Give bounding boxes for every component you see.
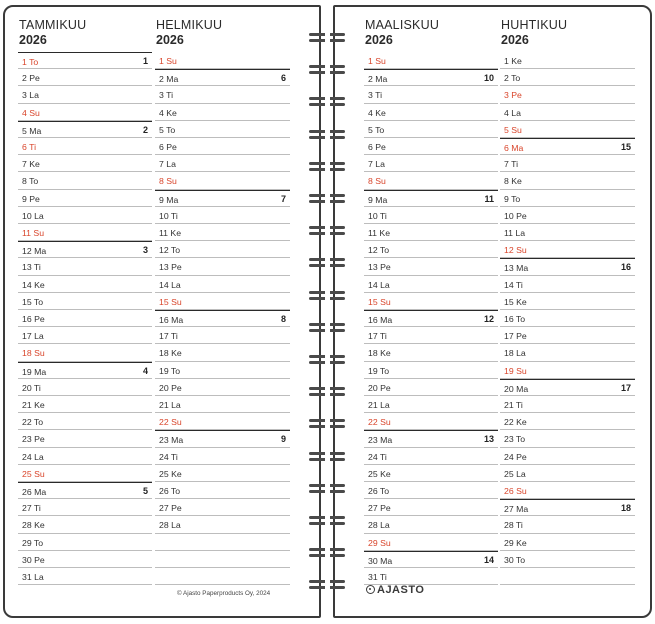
day-row (18, 413, 152, 430)
day-label: 4 Su (22, 107, 40, 118)
day-label: 19 Ma (22, 366, 47, 377)
day-label: 13 Pe (368, 262, 391, 273)
month-year: 2026 (156, 33, 184, 47)
week-number: 18 (620, 503, 631, 514)
day-label: 23 Ma (159, 435, 184, 446)
day-row (500, 258, 635, 275)
month-name: HELMIKUU (156, 18, 223, 32)
day-label: 16 Ma (159, 315, 184, 325)
day-label: 10 Pe (504, 210, 527, 221)
day-row (364, 327, 498, 344)
day-row (155, 310, 290, 327)
day-row (500, 499, 635, 516)
day-label: 6 Ma (504, 143, 524, 153)
day-label: 19 To (159, 365, 181, 376)
day-label: 28 La (368, 520, 390, 531)
day-row (155, 224, 290, 241)
day-label: 23 Pe (22, 434, 45, 445)
day-row (18, 258, 152, 275)
day-label: 21 La (368, 400, 390, 410)
day-label: 31 Ti (368, 572, 387, 582)
day-row (500, 52, 635, 69)
day-label: 5 To (368, 124, 385, 135)
day-row (18, 69, 152, 86)
binding-ring (309, 514, 345, 528)
week-number: 10 (483, 73, 494, 84)
day-row (364, 258, 498, 275)
day-row (155, 568, 290, 585)
day-row (155, 258, 290, 275)
day-row (364, 516, 498, 533)
day-label: 22 Su (159, 417, 182, 428)
day-row (364, 293, 498, 310)
day-label: 15 To (22, 296, 44, 307)
day-label: 21 Ti (504, 400, 523, 410)
day-label: 14 Ti (504, 279, 523, 290)
day-row (364, 276, 498, 293)
day-label: 28 Ti (504, 520, 523, 531)
day-row (364, 482, 498, 499)
day-row (500, 516, 635, 533)
binding-ring (309, 160, 345, 174)
day-label: 6 Ti (22, 142, 37, 152)
day-row (364, 551, 498, 568)
day-label: 7 La (368, 159, 385, 170)
day-label: 24 Ti (159, 451, 178, 462)
day-label: 30 Pe (22, 554, 45, 565)
month-name: TAMMIKUU (19, 18, 87, 32)
day-label: 19 Su (504, 365, 527, 376)
day-row (155, 516, 290, 533)
day-row (18, 534, 152, 551)
day-row (500, 172, 635, 189)
month-name: HUHTIKUU (501, 18, 568, 32)
day-label: 15 Su (368, 296, 391, 307)
day-label: 19 To (368, 365, 390, 376)
day-row (18, 190, 152, 207)
week-number: 1 (142, 56, 148, 66)
brand-mark-icon (366, 585, 375, 594)
binding-ring (309, 95, 345, 109)
day-row (364, 430, 498, 447)
week-number: 3 (142, 245, 148, 256)
day-label: 20 Ti (22, 382, 41, 393)
binding-ring (309, 385, 345, 399)
day-label: 13 Ma (504, 263, 529, 274)
day-row (155, 534, 290, 551)
day-label: 27 Pe (368, 503, 391, 514)
day-label: 20 Pe (159, 382, 182, 393)
day-label: 10 Ti (368, 210, 387, 221)
day-label: 13 Ti (22, 262, 41, 273)
day-label: 30 Ma (368, 555, 393, 566)
day-label: 30 To (504, 554, 526, 565)
day-label: 16 To (504, 314, 526, 324)
day-label: 20 Pe (368, 382, 391, 393)
week-number: 4 (142, 365, 148, 376)
day-row (155, 396, 290, 413)
day-row (500, 104, 635, 121)
day-label: 18 Ke (159, 348, 182, 359)
day-row (500, 86, 635, 103)
day-row (18, 362, 152, 379)
day-label: 25 Ke (159, 468, 182, 479)
day-row (500, 362, 635, 379)
day-row (18, 499, 152, 516)
week-number: 5 (142, 486, 148, 496)
day-row (155, 499, 290, 516)
day-label: 27 Ma (504, 504, 529, 515)
day-row (364, 241, 498, 258)
day-row (500, 121, 635, 138)
copyright-text: © Ajasto Paperproducts Oy, 2024 (177, 590, 271, 597)
day-label: 14 La (368, 279, 390, 290)
day-label: 3 Ti (368, 90, 383, 101)
day-label: 1 To (22, 57, 39, 67)
day-row (500, 344, 635, 361)
day-label: 6 Pe (368, 142, 386, 152)
day-row (500, 413, 635, 430)
brand-logo (366, 584, 424, 596)
day-row (364, 172, 498, 189)
day-label: 9 Ma (159, 194, 179, 205)
day-row (500, 241, 635, 258)
day-row (155, 138, 290, 155)
week-number: 14 (483, 554, 494, 565)
day-row (155, 551, 290, 568)
day-label: 1 Su (368, 56, 386, 66)
week-number: 17 (620, 382, 631, 393)
day-row (18, 86, 152, 103)
day-label: 4 Ke (368, 107, 386, 118)
day-row (18, 155, 152, 172)
binding-ring (309, 450, 345, 464)
day-row (364, 534, 498, 551)
day-row (364, 224, 498, 241)
day-row (500, 293, 635, 310)
day-label: 26 To (368, 486, 390, 496)
day-row (18, 52, 152, 69)
day-row (500, 482, 635, 499)
day-label: 24 La (22, 451, 44, 462)
day-label: 5 To (159, 124, 176, 135)
day-label: 5 Ma (22, 125, 42, 136)
day-label: 8 Ke (504, 176, 522, 187)
day-label: 8 To (22, 176, 39, 187)
binding-ring (309, 482, 345, 496)
day-row (18, 172, 152, 189)
day-row (155, 327, 290, 344)
day-label: 11 Su (22, 228, 45, 238)
day-label: 28 La (159, 520, 181, 531)
day-row (500, 155, 635, 172)
binding-ring (309, 321, 345, 335)
month-year: 2026 (19, 33, 47, 47)
day-row (18, 138, 152, 155)
day-label: 14 Ke (22, 279, 45, 290)
day-row (155, 104, 290, 121)
day-row (155, 293, 290, 310)
day-label: 15 Su (159, 296, 182, 307)
day-label: 7 Ke (22, 159, 40, 170)
day-row (500, 534, 635, 551)
day-label: 4 La (504, 107, 521, 118)
day-label: 1 Su (159, 56, 177, 66)
day-row (155, 430, 290, 447)
day-row (18, 448, 152, 465)
day-label: 13 Pe (159, 262, 182, 273)
day-label: 10 Ti (159, 210, 178, 221)
day-row (364, 396, 498, 413)
binding-ring (309, 353, 345, 367)
day-row (364, 69, 498, 86)
day-label: 24 Ti (368, 451, 387, 462)
day-label: 27 Pe (159, 503, 182, 514)
week-number: 2 (142, 124, 148, 135)
day-label: 16 Ma (368, 315, 393, 325)
brand-name: AJASTO (377, 584, 425, 596)
day-label: 2 Ma (159, 74, 179, 85)
binding-ring (309, 192, 345, 206)
binding-ring (309, 417, 345, 431)
day-label: 2 To (504, 73, 521, 84)
week-number: 11 (484, 193, 494, 204)
day-row (18, 568, 152, 585)
binding-ring (309, 31, 345, 45)
day-label: 17 Ti (368, 331, 387, 342)
day-row (364, 379, 498, 396)
day-label: 7 Ti (504, 159, 519, 170)
day-label: 5 Su (504, 124, 522, 135)
day-label: 21 La (159, 400, 181, 410)
day-label: 12 Su (504, 245, 527, 256)
day-label: 29 Su (368, 537, 391, 548)
day-row (155, 344, 290, 361)
binding-ring (309, 289, 345, 303)
day-row (364, 52, 498, 69)
week-number: 8 (280, 314, 286, 324)
day-label: 7 La (159, 159, 176, 170)
day-row (364, 362, 498, 379)
day-row (364, 155, 498, 172)
binding-ring (309, 578, 345, 592)
day-label: 17 La (22, 331, 44, 342)
day-label: 25 Ke (368, 468, 391, 479)
day-label: 25 La (504, 468, 526, 479)
day-label: 27 Ti (22, 503, 41, 514)
day-row (364, 465, 498, 482)
day-row (500, 396, 635, 413)
day-row (18, 293, 152, 310)
day-label: 3 Ti (159, 90, 174, 101)
day-label: 26 To (159, 486, 181, 496)
day-label: 18 Su (22, 348, 45, 359)
day-row (155, 207, 290, 224)
day-row (155, 448, 290, 465)
day-label: 9 To (504, 193, 521, 204)
week-number: 13 (483, 434, 494, 445)
week-number: 6 (280, 73, 286, 84)
day-row (155, 190, 290, 207)
day-row (500, 379, 635, 396)
day-row (18, 276, 152, 293)
day-label: 31 La (22, 572, 44, 582)
day-row (155, 86, 290, 103)
day-label: 22 Su (368, 417, 391, 428)
day-row (155, 379, 290, 396)
day-label: 6 Pe (159, 142, 177, 152)
day-row (364, 138, 498, 155)
day-row (18, 241, 152, 258)
day-label: 2 Ma (368, 74, 388, 85)
day-row (500, 69, 635, 86)
day-row (364, 448, 498, 465)
week-number: 12 (483, 314, 494, 324)
day-row (500, 430, 635, 447)
day-row (18, 465, 152, 482)
day-row (18, 310, 152, 327)
day-label: 12 Ma (22, 246, 47, 257)
day-label: 24 Pe (504, 451, 527, 462)
day-row (500, 138, 635, 155)
day-row (155, 52, 290, 69)
day-label: 26 Ma (22, 487, 47, 497)
day-row (364, 86, 498, 103)
binding-ring (309, 546, 345, 560)
day-row (500, 190, 635, 207)
day-row (155, 482, 290, 499)
day-label: 20 Ma (504, 383, 529, 394)
binding-ring (309, 63, 345, 77)
day-row (364, 568, 498, 585)
day-row (155, 241, 290, 258)
month-year: 2026 (365, 33, 393, 47)
day-label: 2 Pe (22, 73, 40, 84)
day-label: 21 Ke (22, 400, 45, 410)
day-row (500, 551, 635, 568)
day-row (18, 207, 152, 224)
day-row (500, 448, 635, 465)
day-label: 11 Ke (159, 228, 182, 238)
day-label: 12 To (368, 245, 390, 256)
day-label: 9 Ma (368, 194, 388, 205)
day-label: 16 Pe (22, 314, 45, 324)
day-row (364, 121, 498, 138)
day-row (155, 276, 290, 293)
day-label: 11 Ke (368, 228, 391, 238)
week-number: 7 (280, 193, 286, 204)
day-label: 17 Ti (159, 331, 178, 342)
day-row (18, 327, 152, 344)
day-row (500, 310, 635, 327)
day-row (500, 465, 635, 482)
day-label: 8 Su (159, 176, 177, 187)
day-row (500, 568, 635, 585)
day-row (364, 190, 498, 207)
day-label: 29 Ke (504, 537, 527, 548)
day-label: 29 To (22, 537, 44, 548)
binding-ring (309, 256, 345, 270)
day-row (500, 327, 635, 344)
day-row (18, 551, 152, 568)
day-row (364, 413, 498, 430)
day-label: 26 Su (504, 486, 527, 496)
day-row (18, 104, 152, 121)
day-label: 23 To (504, 434, 526, 445)
day-label: 11 La (504, 228, 526, 238)
week-number: 15 (620, 142, 631, 152)
day-row (18, 121, 152, 138)
day-label: 9 Pe (22, 193, 40, 204)
day-row (18, 379, 152, 396)
day-row (18, 482, 152, 499)
day-label: 15 Ke (504, 296, 527, 307)
day-row (364, 310, 498, 327)
day-label: 10 La (22, 210, 44, 221)
day-row (364, 207, 498, 224)
binding-ring (309, 128, 345, 142)
day-row (18, 344, 152, 361)
day-label: 8 Su (368, 176, 386, 187)
day-label: 18 La (504, 348, 526, 359)
day-row (500, 224, 635, 241)
day-row (500, 207, 635, 224)
day-label: 23 Ma (368, 435, 393, 446)
day-row (18, 516, 152, 533)
month-year: 2026 (501, 33, 529, 47)
day-row (155, 69, 290, 86)
day-label: 22 Ke (504, 417, 527, 428)
day-row (364, 104, 498, 121)
day-row (155, 172, 290, 189)
day-row (155, 121, 290, 138)
day-label: 17 Pe (504, 331, 527, 342)
day-row (155, 413, 290, 430)
week-number: 16 (620, 262, 631, 273)
day-row (155, 362, 290, 379)
week-number: 9 (280, 434, 286, 445)
day-label: 3 Pe (504, 90, 522, 101)
day-label: 3 La (22, 90, 39, 101)
day-label: 1 Ke (504, 56, 522, 66)
day-label: 28 Ke (22, 520, 45, 531)
day-label: 14 La (159, 279, 181, 290)
binding-ring (309, 224, 345, 238)
day-label: 25 Su (22, 468, 45, 479)
day-row (155, 155, 290, 172)
day-row (364, 499, 498, 516)
day-row (18, 396, 152, 413)
day-row (364, 344, 498, 361)
day-label: 22 To (22, 417, 44, 428)
day-row (500, 276, 635, 293)
day-row (18, 224, 152, 241)
day-row (18, 430, 152, 447)
day-label: 12 To (159, 245, 181, 256)
day-label: 18 Ke (368, 348, 391, 359)
day-label: 4 Ke (159, 107, 177, 118)
month-name: MAALISKUU (365, 18, 440, 32)
day-row (155, 465, 290, 482)
